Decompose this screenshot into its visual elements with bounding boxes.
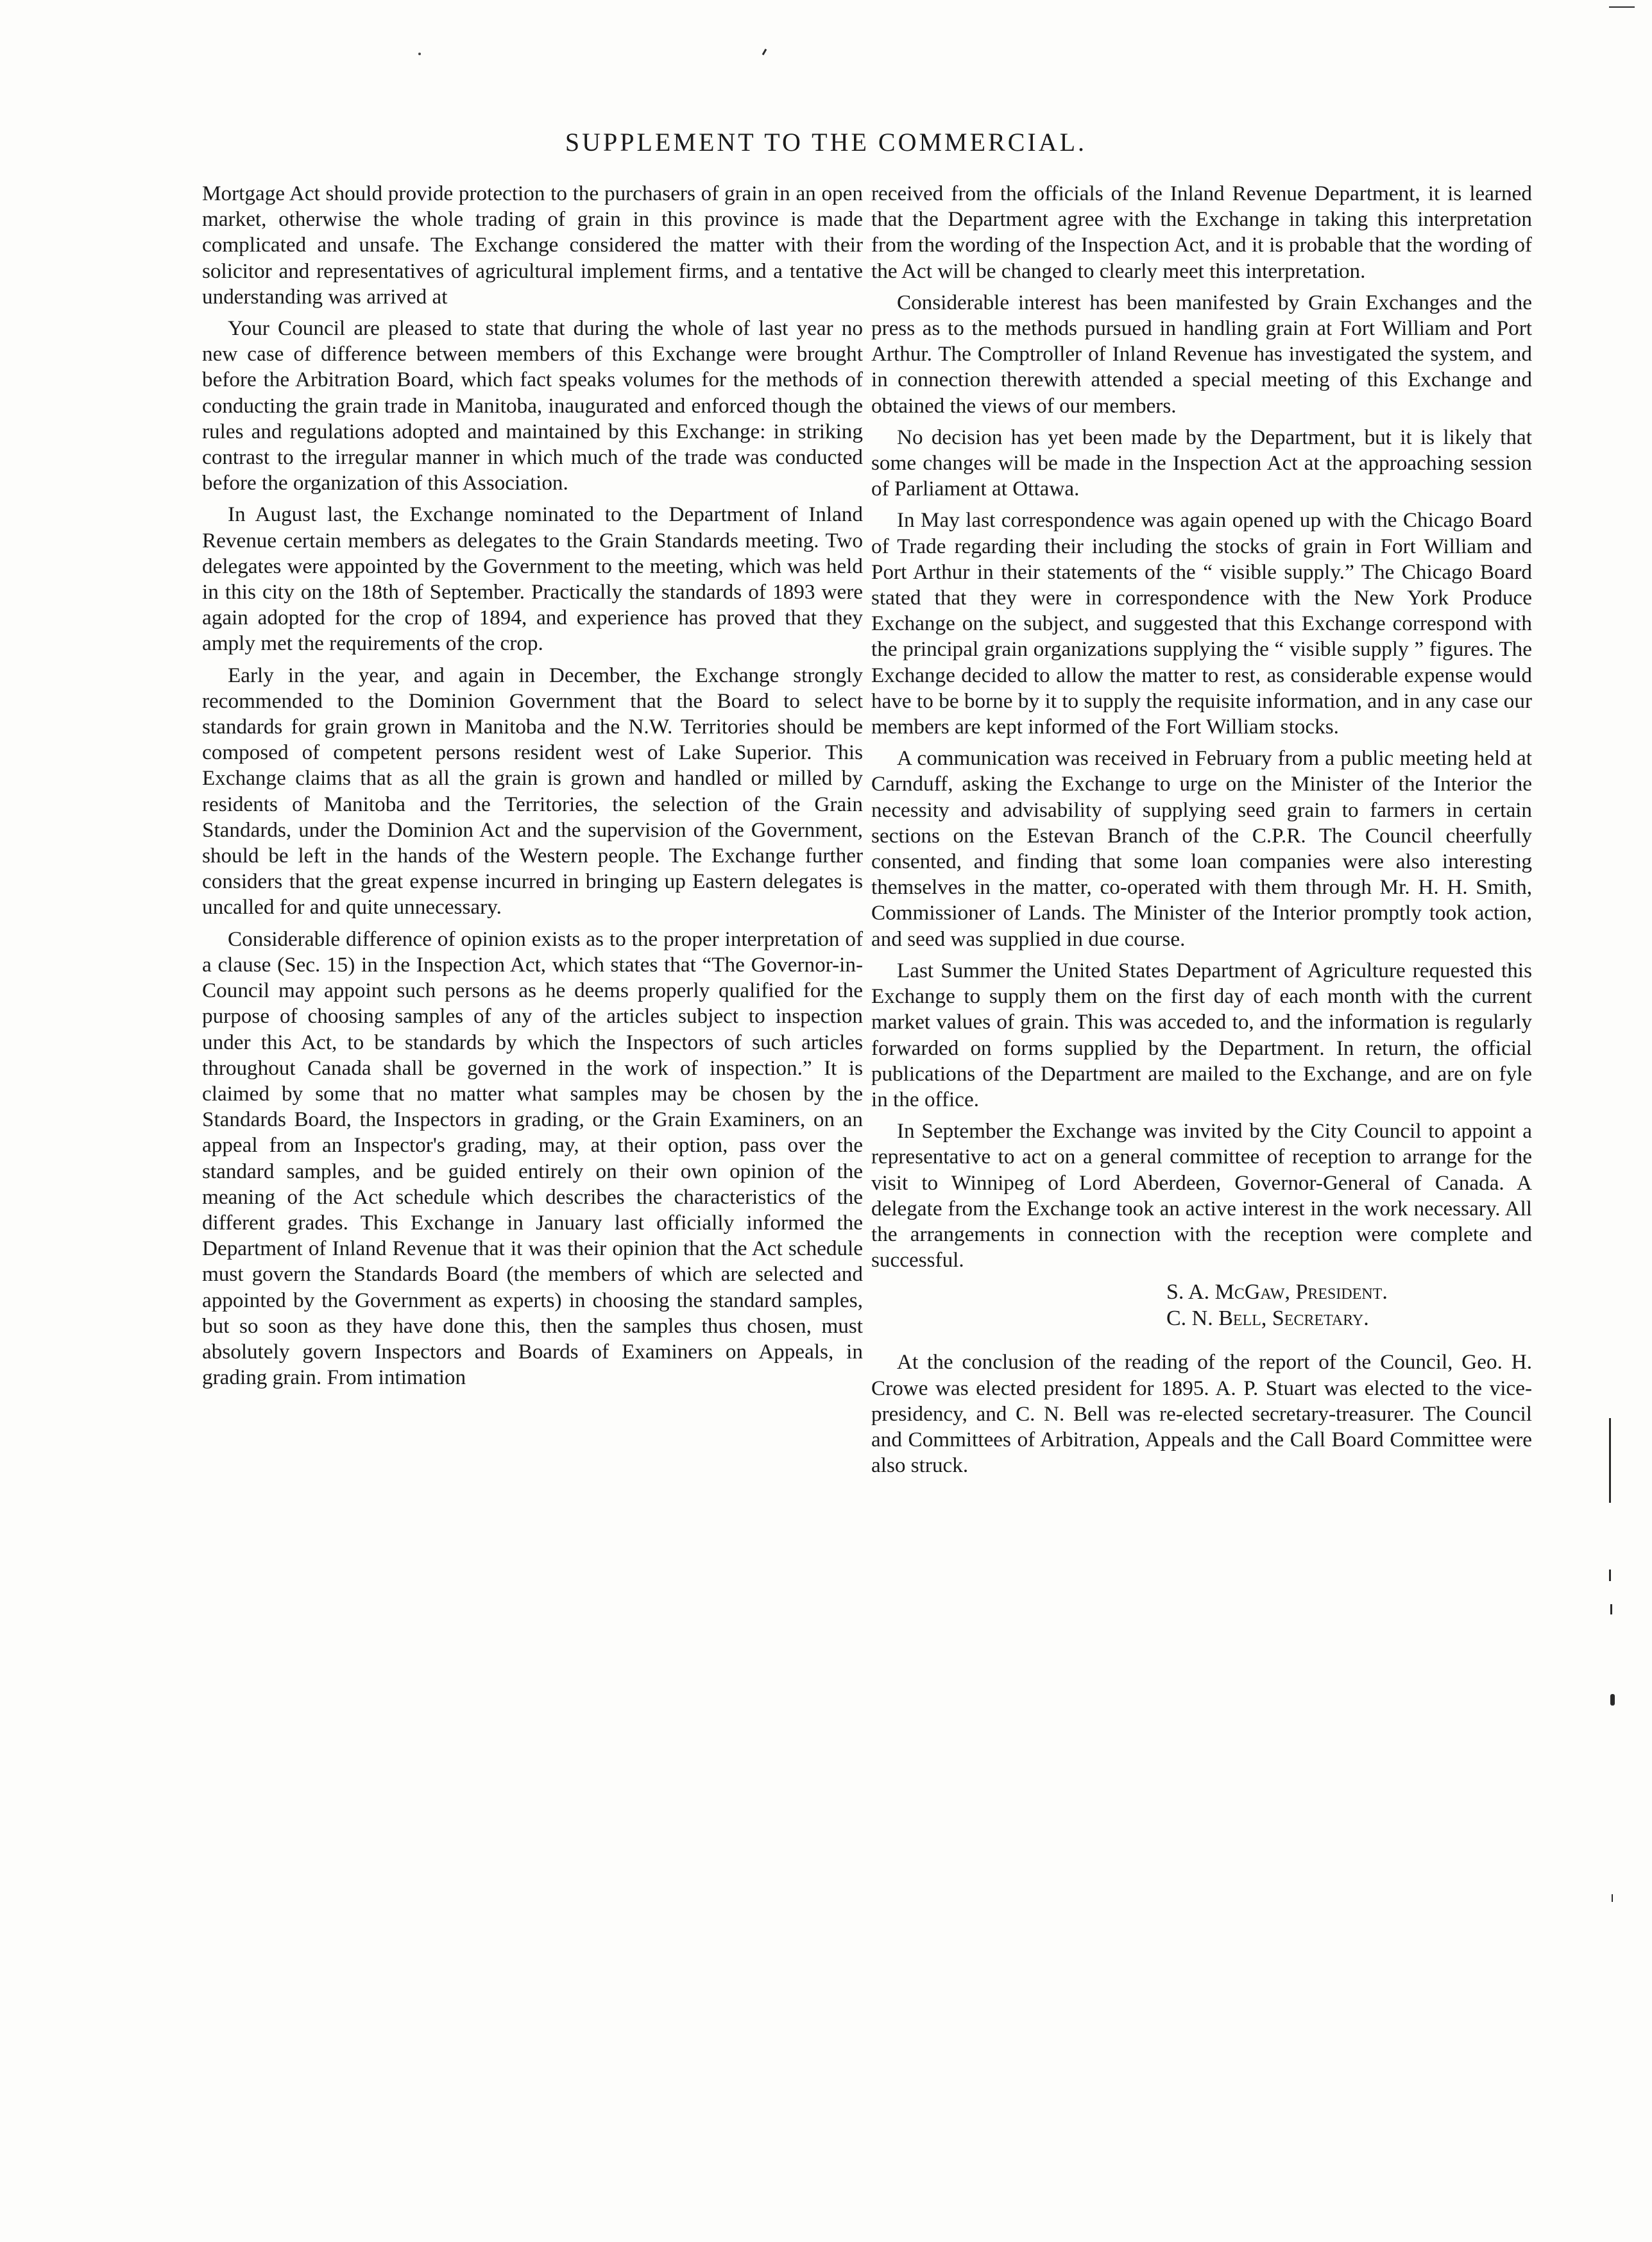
- right-paragraph-6: Last Summer the United States Department of Agriculture requested this Exchange to supply them on the first day of each month with the current market values of grain. This was acceded to, and the information is regularly forwarded on forms supplied by the Department. In return, the official publications of the Department are mailed to the Exchange, and are on fyle in the office.: [871, 958, 1532, 1111]
- left-paragraph-1: Mortgage Act should provide protection to the purchasers of grain in an open market, otherwise the whole trading of grain in this province is made complicated and unsafe. The Exchange considered the matter with their solicitor and representatives of agricultural implement firms, and a tentative understanding was arrived at: [202, 182, 863, 309]
- right-paragraph-3: No decision has yet been made by the Department, but it is likely that some changes will be made in the Inspection Act at the approaching session of Parliament at Ottawa.: [871, 425, 1532, 501]
- signature-block: [871, 1279, 1532, 1331]
- margin-tick: [1612, 1894, 1613, 1902]
- right-paragraph-7: In September the Exchange was invited by the City Council to appoint a representative to act on a general committee of reception to arrange for the visit to Winnipeg of Lord Aberdeen, Governor-General of Canada. A delegate from the Exchange took an active interest in the work necessary. All the arrangements in connection with the reception were complete and successful.: [871, 1119, 1532, 1272]
- right-column: [871, 181, 1532, 1484]
- left-paragraph-4: Early in the year, and again in December, the Exchange strongly recommended to the Dominion Government that the Board to select standards for grain grown in Manitoba and the N.W. Territories should be composed of competent persons resident west of Lake Superior. This Exchange claims that as all the grain is grown and handled or milled by residents of Manitoba and the Territories, the selection of the Grain Standards, under the Dominion Act and the supervision of the Government, should be left in the hands of the Western people. The Exchange further considers that the great expense incurred in bringing up Eastern delegates is uncalled for and quite unnecessary.: [202, 663, 863, 920]
- right-paragraph-4: In May last correspondence was again opened up with the Chicago Board of Trade regarding their including the stocks of grain in Fort William and Port Arthur in their statements of the “ visible supply.” The Chicago Board stated that they were in correspondence with the New York Produce Exchange on the subject, and suggested that this Exchange correspond with the principal grain organizations supplying the “ visible supply ” figures. The Exchange decided to allow the matter to rest, as considerable expense would have to be borne by it to supply the requisite information, and in any case our members are kept informed of the Fort William stocks.: [871, 508, 1532, 739]
- corner-scan-mark: [1609, 6, 1635, 8]
- left-paragraph-5: Considerable difference of opinion exists as to the proper interpretation of a clause (Sec. 15) in the Inspection Act, which states that “The Governor-in-Council may appoint such persons as he deems properly qualified for the purpose of choosing samples of any of the articles subject to inspection under this Act, to be standards by which the Inspectors of such articles throughout Canada shall be governed in the work of inspection.” It is claimed by some that no matter what samples may be chosen by the Standards Board, the Inspectors in grading, or the Grain Examiners, on an appeal from an Inspector's grading, may, at their option, pass over the standard samples, and be guided entirely on their own opinion of the meaning of the Act schedule which describes the characteristics of the different grades. This Exchange in January last officially informed the Department of Inland Revenue that it was their opinion that the Act schedule must govern the Standards Board (the members of which are selected and appointed by the Government as experts) in choosing the standard samples, but so soon as they have done this, then the samples thus chosen, must absolutely govern Inspectors and Boards of Examiners on Appeals, in grading grain. From intimation: [202, 927, 863, 1390]
- president-signature: S. A. McGaw, President.: [1166, 1280, 1388, 1305]
- scan-speck: [418, 53, 421, 55]
- right-paragraph-1: received from the officials of the Inland Revenue Department, it is learned that the Department agree with the Exchange in taking this interpretation from the wording of the Inspection Act, and it is probable that the wording of the Act will be changed to clearly meet this interpretation.: [871, 182, 1532, 283]
- left-paragraph-2: Your Council are pleased to state that during the whole of last year no new case of difference between members of this Exchange were brought before the Arbitration Board, which fact speaks volumes for the methods of conducting the grain trade in Manitoba, inaugurated and enforced though the rules and regulations adopted and maintained by this Exchange: in striking contrast to the irregular manner in which much of the trade was conducted before the organization of this Association.: [202, 316, 863, 495]
- margin-tick: [1609, 1570, 1611, 1581]
- secretary-signature: C. N. Bell, Secretary.: [1166, 1306, 1369, 1331]
- right-paragraph-5: A communication was received in February from a public meeting held at Carnduff, asking the Exchange to urge on the Minister of the Interior the necessity and advisability of supplying seed grain to farmers in certain sections on the Estevan Branch of the C.P.R. The Council cheerfully consented, and finding that some loan companies were also interesting themselves in the matter, co-operated with them through Mr. H. H. Smith, Commissioner of Lands. The Minister of the Interior promptly took action, and seed was supplied in due course.: [871, 746, 1532, 951]
- closing-paragraph: At the conclusion of the reading of the report of the Council, Geo. H. Crowe was elected president for 1895. A. P. Stuart was elected to the vice-presidency, and C. N. Bell was re-elected secretary-treasurer. The Council and Committees of Arbitration, Appeals and the Call Board Committee were also struck.: [871, 1350, 1532, 1478]
- margin-rule: [1609, 1418, 1611, 1503]
- left-paragraph-3: In August last, the Exchange nominated to the Department of Inland Revenue certain members as delegates to the Grain Standards meeting. Two delegates were appointed by the Government to the meeting, which was held in this city on the 18th of September. Practically the standards of 1893 were again adopted for the crop of 1894, and experience has proved that they amply met the requirements of the crop.: [202, 502, 863, 656]
- margin-tick: [1610, 1604, 1612, 1614]
- margin-tick: [1610, 1694, 1615, 1706]
- right-paragraph-2: Considerable interest has been manifested by Grain Exchanges and the press as to the methods pursued in handling grain at Fort William and Port Arthur. The Comptroller of Inland Revenue has investigated the system, and in connection therewith attended a special meeting of this Exchange and obtained the views of our members.: [871, 290, 1532, 418]
- left-column: [202, 181, 863, 1396]
- running-head: SUPPLEMENT TO THE COMMERCIAL.: [565, 128, 1087, 157]
- scan-speck: [762, 49, 767, 55]
